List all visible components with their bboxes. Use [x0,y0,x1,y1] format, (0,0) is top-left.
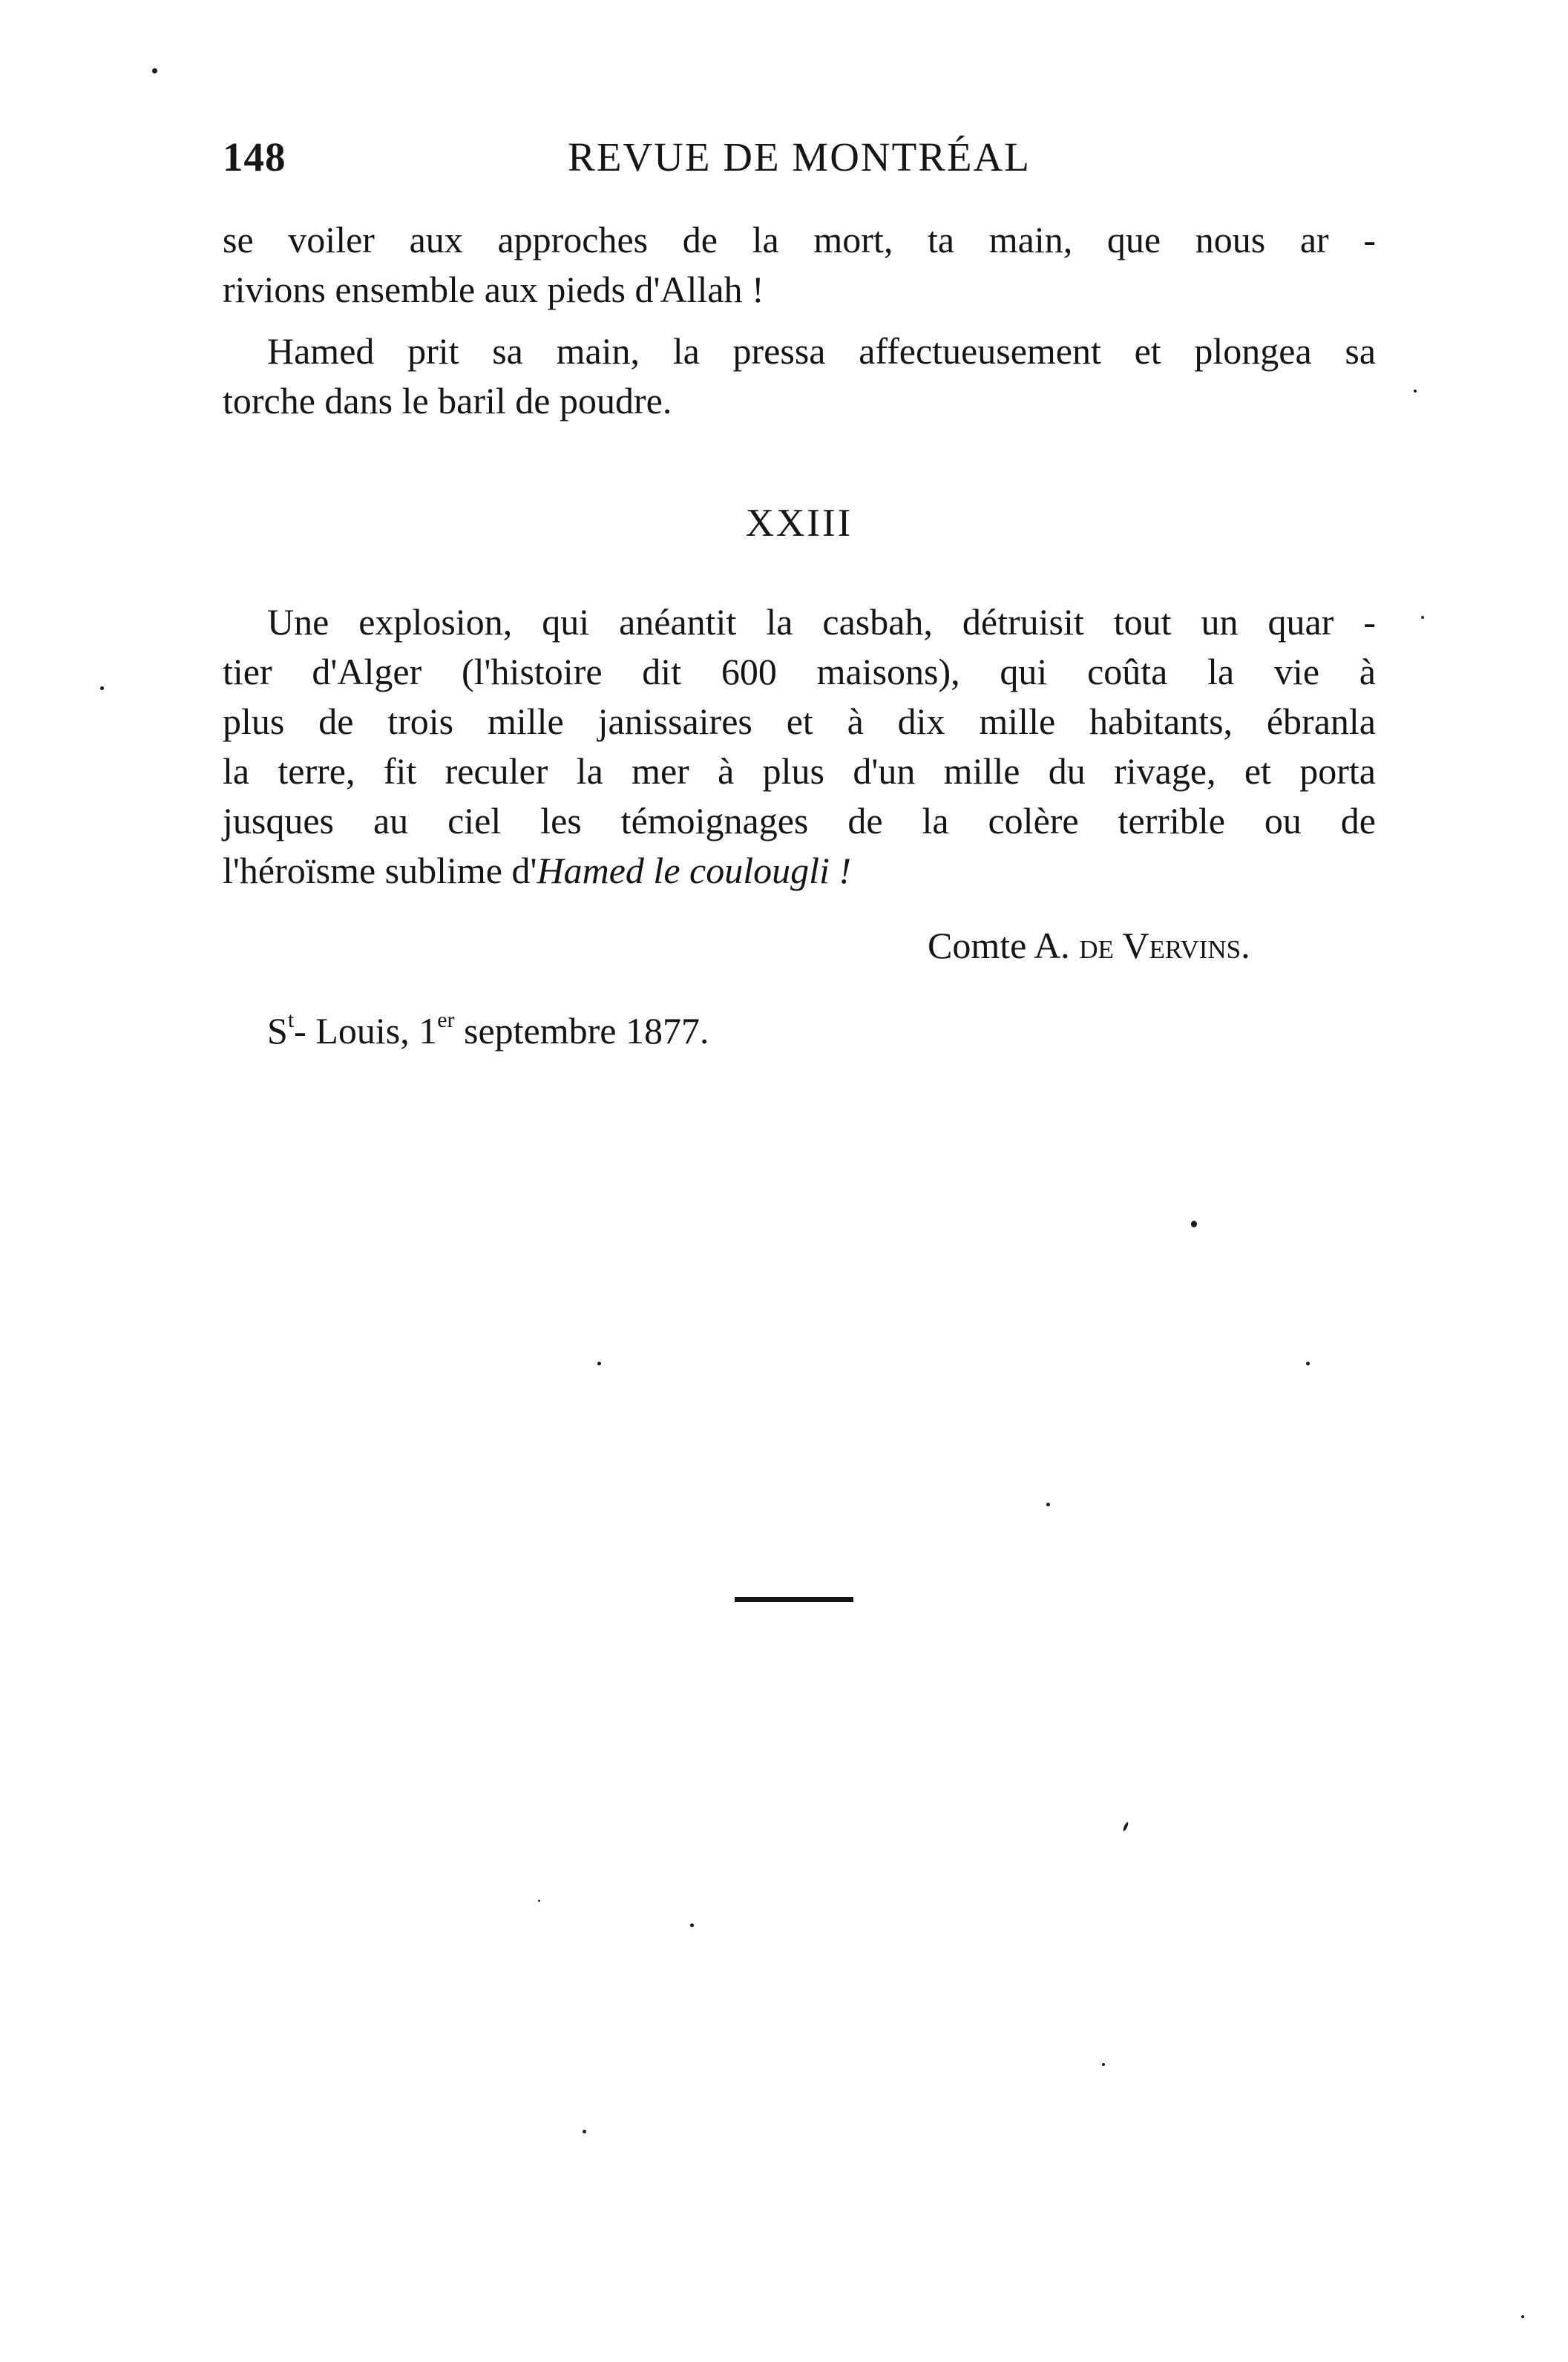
text-line-final [223,846,1376,896]
scan-speck [1102,2063,1105,2066]
running-title: REVUE DE MONTRÉAL [568,134,1031,180]
scan-speck [583,2130,586,2133]
scan-speck [538,1900,540,1902]
paragraph-hamed [223,327,1376,426]
scan-speck [597,1362,601,1365]
dateline-place-sup: t [287,1008,295,1032]
dateline-date-sup: er [437,1008,455,1032]
page-header [223,134,1376,193]
text-line: plus de trois mille janissaires et à dix mille habitants, ébranla [223,701,1376,742]
dateline-place-prefix: S [267,1010,288,1052]
signature-name: de Vervins. [1079,925,1250,966]
text-line: tier d'Alger (l'histoire dit 600 maisons), qui coûta la vie à [223,651,1376,692]
scan-speck [1421,616,1424,619]
scan-speck [100,686,104,690]
scan-speck [1122,1822,1129,1831]
text-line: Une explosion, qui anéantit la casbah, détruisit tout un quar - [267,601,1376,643]
dateline [267,1009,709,1052]
author-signature [928,924,1388,967]
final-line-prefix: l'héroïsme sublime d' [223,850,537,891]
dateline-date-rest: septembre 1877. [454,1010,709,1052]
scan-speck [690,1923,694,1927]
signature-prefix: Comte A. [928,925,1080,966]
scan-speck [1191,1221,1197,1227]
text-line: torche dans le baril de poudre. [223,380,672,421]
paragraph-continuation [223,215,1376,315]
page-number: 148 [223,134,286,180]
text-line: la terre, fit reculer la mer à plus d'un mille du rivage, et porta [223,750,1376,792]
text-line: rivions ensemble aux pieds d'Allah ! [223,269,764,310]
dateline-place-rest: - Louis, 1 [294,1010,438,1052]
scan-speck [1306,1362,1310,1365]
end-rule [735,1597,853,1602]
final-line-italic: Hamed le coulougli ! [537,850,852,891]
scan-speck [1521,2315,1524,2318]
paragraph-explosion [223,597,1376,896]
text-line: Hamed prit sa main, la pressa affectueusement et plongea sa [267,330,1376,372]
scan-speck [1046,1503,1050,1506]
section-heading: XXIII [745,502,853,545]
scan-speck [1414,390,1417,393]
scan-speck [152,68,157,73]
text-line: jusques au ciel les témoignages de la colère terrible ou de [223,800,1376,842]
text-line: se voiler aux approches de la mort, ta main, que nous ar - [223,219,1376,260]
